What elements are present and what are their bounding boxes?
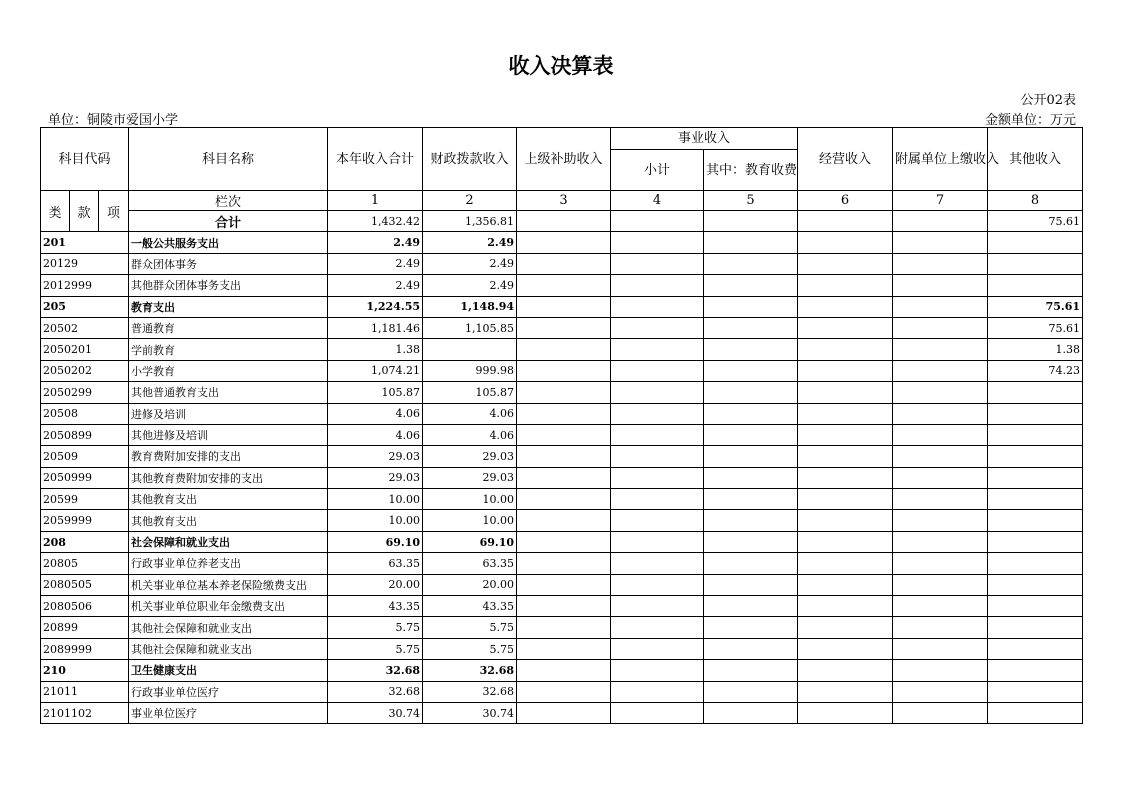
header-affiliated-income: 附属单位上缴收入 — [893, 128, 988, 191]
empty-cell — [611, 339, 704, 360]
subject-code-cell: 210 — [41, 660, 129, 681]
subject-name-cell: 卫生健康支出 — [129, 660, 328, 681]
subject-name-cell: 小学教育 — [129, 360, 328, 381]
total-income-cell: 105.87 — [328, 382, 423, 403]
column-number: 7 — [893, 191, 988, 211]
empty-cell — [798, 531, 893, 552]
other-income-cell — [988, 467, 1083, 488]
other-income-cell — [988, 574, 1083, 595]
total-income-cell: 5.75 — [328, 617, 423, 638]
empty-cell — [704, 489, 798, 510]
header-superior-subsidy: 上级补助收入 — [517, 128, 611, 191]
other-income-cell: 75.61 — [988, 317, 1083, 338]
empty-cell — [704, 510, 798, 531]
empty-cell — [517, 232, 611, 253]
empty-cell — [704, 617, 798, 638]
header-subtotal: 小计 — [611, 150, 704, 191]
subject-name-cell: 行政事业单位养老支出 — [129, 553, 328, 574]
total-income-cell: 32.68 — [328, 660, 423, 681]
empty-cell — [611, 296, 704, 317]
other-income-cell — [988, 681, 1083, 702]
total-income-cell: 10.00 — [328, 510, 423, 531]
table-row — [41, 489, 1083, 510]
total-income-cell: 4.06 — [328, 403, 423, 424]
empty-cell — [611, 446, 704, 467]
empty-cell — [798, 617, 893, 638]
other-income-cell — [988, 702, 1083, 723]
empty-cell — [517, 275, 611, 296]
fiscal-cell: 29.03 — [423, 467, 517, 488]
empty-cell — [517, 339, 611, 360]
empty-cell — [893, 296, 988, 317]
empty-cell — [611, 617, 704, 638]
empty-cell — [517, 360, 611, 381]
subject-name-cell: 进修及培训 — [129, 403, 328, 424]
other-income-cell: 1.38 — [988, 339, 1083, 360]
empty-cell — [893, 553, 988, 574]
empty-cell — [798, 211, 893, 232]
subject-code-cell: 20509 — [41, 446, 129, 467]
empty-cell — [704, 424, 798, 445]
subject-name-cell: 其他教育支出 — [129, 510, 328, 531]
empty-cell — [517, 681, 611, 702]
other-income-cell — [988, 553, 1083, 574]
empty-cell — [704, 574, 798, 595]
empty-cell — [893, 446, 988, 467]
empty-cell — [517, 660, 611, 681]
header-column-number: 栏次 — [129, 191, 328, 211]
header-lei: 类 — [41, 191, 70, 232]
empty-cell — [893, 596, 988, 617]
empty-cell — [798, 296, 893, 317]
empty-cell — [704, 360, 798, 381]
empty-cell — [893, 681, 988, 702]
empty-cell — [798, 275, 893, 296]
other-income-cell — [988, 617, 1083, 638]
other-income-cell — [988, 660, 1083, 681]
table-row — [41, 232, 1083, 253]
column-number: 8 — [988, 191, 1083, 211]
empty-cell — [893, 424, 988, 445]
column-number: 1 — [328, 191, 423, 211]
column-number: 2 — [423, 191, 517, 211]
empty-cell — [517, 317, 611, 338]
empty-cell — [798, 253, 893, 274]
table-row — [41, 638, 1083, 659]
total-income-cell: 1,432.42 — [328, 211, 423, 232]
fiscal-cell: 4.06 — [423, 403, 517, 424]
empty-cell — [704, 702, 798, 723]
fiscal-cell: 1,148.94 — [423, 296, 517, 317]
subject-code-cell: 201 — [41, 232, 129, 253]
fiscal-cell: 5.75 — [423, 617, 517, 638]
total-income-cell: 20.00 — [328, 574, 423, 595]
empty-cell — [893, 638, 988, 659]
empty-cell — [798, 424, 893, 445]
subject-name-cell: 行政事业单位医疗 — [129, 681, 328, 702]
empty-cell — [893, 360, 988, 381]
empty-cell — [704, 232, 798, 253]
total-income-cell: 1.38 — [328, 339, 423, 360]
subject-name-cell: 其他普通教育支出 — [129, 382, 328, 403]
empty-cell — [704, 403, 798, 424]
subject-code-cell: 20502 — [41, 317, 129, 338]
fiscal-cell — [423, 339, 517, 360]
empty-cell — [893, 382, 988, 403]
total-income-cell: 63.35 — [328, 553, 423, 574]
empty-cell — [611, 681, 704, 702]
empty-cell — [611, 489, 704, 510]
subject-code-cell: 20508 — [41, 403, 129, 424]
header-total-income: 本年收入合计 — [328, 128, 423, 191]
header-operating-income: 经营收入 — [798, 128, 893, 191]
total-income-cell: 1,181.46 — [328, 317, 423, 338]
subject-name-cell: 其他社会保障和就业支出 — [129, 638, 328, 659]
empty-cell — [893, 660, 988, 681]
empty-cell — [893, 702, 988, 723]
empty-cell — [893, 232, 988, 253]
total-income-cell: 2.49 — [328, 232, 423, 253]
empty-cell — [517, 253, 611, 274]
empty-cell — [611, 211, 704, 232]
empty-cell — [798, 553, 893, 574]
empty-cell — [893, 531, 988, 552]
total-income-cell: 2.49 — [328, 275, 423, 296]
subject-code-cell: 2012999 — [41, 275, 129, 296]
empty-cell — [798, 574, 893, 595]
total-income-cell: 43.35 — [328, 596, 423, 617]
table-row — [41, 617, 1083, 638]
total-income-cell: 5.75 — [328, 638, 423, 659]
empty-cell — [517, 424, 611, 445]
other-income-cell: 74.23 — [988, 360, 1083, 381]
empty-cell — [893, 403, 988, 424]
subject-name-cell: 其他社会保障和就业支出 — [129, 617, 328, 638]
header-xiang: 项 — [99, 191, 129, 232]
subject-name-cell: 机关事业单位职业年金缴费支出 — [129, 596, 328, 617]
income-final-accounts-table — [40, 127, 1083, 724]
fiscal-cell: 63.35 — [423, 553, 517, 574]
empty-cell — [798, 702, 893, 723]
fiscal-cell: 1,105.85 — [423, 317, 517, 338]
fiscal-cell: 43.35 — [423, 596, 517, 617]
total-income-cell: 29.03 — [328, 446, 423, 467]
table-row — [41, 702, 1083, 723]
empty-cell — [611, 531, 704, 552]
subject-code-cell: 2080505 — [41, 574, 129, 595]
empty-cell — [704, 211, 798, 232]
other-income-cell — [988, 382, 1083, 403]
other-income-cell — [988, 253, 1083, 274]
empty-cell — [798, 638, 893, 659]
empty-cell — [893, 275, 988, 296]
subject-name-cell: 学前教育 — [129, 339, 328, 360]
empty-cell — [517, 553, 611, 574]
empty-cell — [517, 211, 611, 232]
subject-name-cell: 普通教育 — [129, 317, 328, 338]
empty-cell — [798, 446, 893, 467]
other-income-cell — [988, 232, 1083, 253]
empty-cell — [517, 446, 611, 467]
fiscal-cell: 10.00 — [423, 510, 517, 531]
other-income-cell — [988, 403, 1083, 424]
header-fiscal-appropriation: 财政拨款收入 — [423, 128, 517, 191]
empty-cell — [517, 531, 611, 552]
header-other-income: 其他收入 — [988, 128, 1083, 191]
table-row — [41, 574, 1083, 595]
subject-name-cell: 其他进修及培训 — [129, 424, 328, 445]
subject-code-cell: 208 — [41, 531, 129, 552]
column-number: 3 — [517, 191, 611, 211]
table-row — [41, 253, 1083, 274]
empty-cell — [704, 382, 798, 403]
empty-cell — [704, 553, 798, 574]
empty-cell — [704, 317, 798, 338]
table-row — [41, 275, 1083, 296]
empty-cell — [893, 339, 988, 360]
empty-cell — [704, 660, 798, 681]
other-income-cell — [988, 275, 1083, 296]
subject-code-cell: 20599 — [41, 489, 129, 510]
other-income-cell — [988, 531, 1083, 552]
empty-cell — [611, 317, 704, 338]
empty-cell — [611, 253, 704, 274]
empty-cell — [611, 424, 704, 445]
other-income-cell — [988, 446, 1083, 467]
subject-name-cell: 其他群众团体事务支出 — [129, 275, 328, 296]
empty-cell — [893, 317, 988, 338]
table-row — [41, 339, 1083, 360]
table-row — [41, 424, 1083, 445]
other-income-cell — [988, 424, 1083, 445]
total-income-cell: 1,224.55 — [328, 296, 423, 317]
fiscal-cell: 10.00 — [423, 489, 517, 510]
empty-cell — [704, 275, 798, 296]
total-label: 合计 — [129, 211, 328, 232]
empty-cell — [704, 531, 798, 552]
total-income-cell: 2.49 — [328, 253, 423, 274]
unit-label: 单位：铜陵市爱国小学 — [48, 113, 179, 128]
empty-cell — [798, 360, 893, 381]
empty-cell — [611, 660, 704, 681]
subject-code-cell: 2050202 — [41, 360, 129, 381]
empty-cell — [704, 296, 798, 317]
subject-name-cell: 其他教育支出 — [129, 489, 328, 510]
subject-name-cell: 社会保障和就业支出 — [129, 531, 328, 552]
total-row — [41, 211, 1083, 232]
total-income-cell: 1,074.21 — [328, 360, 423, 381]
subject-name-cell: 其他教育费附加安排的支出 — [129, 467, 328, 488]
empty-cell — [704, 596, 798, 617]
empty-cell — [611, 553, 704, 574]
empty-cell — [611, 596, 704, 617]
other-income-cell — [988, 510, 1083, 531]
empty-cell — [517, 596, 611, 617]
total-income-cell: 30.74 — [328, 702, 423, 723]
other-income-cell: 75.61 — [988, 296, 1083, 317]
empty-cell — [798, 467, 893, 488]
table-row — [41, 510, 1083, 531]
empty-cell — [798, 510, 893, 531]
table-row — [41, 317, 1083, 338]
total-income-cell: 4.06 — [328, 424, 423, 445]
subject-code-cell: 205 — [41, 296, 129, 317]
fiscal-cell: 105.87 — [423, 382, 517, 403]
empty-cell — [704, 446, 798, 467]
fiscal-cell: 69.10 — [423, 531, 517, 552]
subject-name-cell: 群众团体事务 — [129, 253, 328, 274]
empty-cell — [517, 403, 611, 424]
empty-cell — [704, 339, 798, 360]
column-number: 6 — [798, 191, 893, 211]
table-row — [41, 360, 1083, 381]
subject-code-cell: 2050899 — [41, 424, 129, 445]
subject-code-cell: 2080506 — [41, 596, 129, 617]
header-business-income: 事业收入 — [611, 128, 798, 150]
report-title: 收入决算表 — [508, 54, 614, 78]
empty-cell — [893, 510, 988, 531]
empty-cell — [704, 638, 798, 659]
empty-cell — [517, 489, 611, 510]
empty-cell — [798, 681, 893, 702]
subject-code-cell: 20805 — [41, 553, 129, 574]
fiscal-cell: 5.75 — [423, 638, 517, 659]
header-education-fee: 其中：教育收费 — [704, 150, 798, 191]
header-subject-code: 科目代码 — [41, 128, 129, 191]
empty-cell — [611, 382, 704, 403]
subject-name-cell: 机关事业单位基本养老保险缴费支出 — [129, 574, 328, 595]
subject-name-cell: 一般公共服务支出 — [129, 232, 328, 253]
empty-cell — [893, 489, 988, 510]
table-row — [41, 681, 1083, 702]
empty-cell — [893, 467, 988, 488]
table-row — [41, 660, 1083, 681]
subject-code-cell: 2101102 — [41, 702, 129, 723]
fiscal-cell: 32.68 — [423, 660, 517, 681]
empty-cell — [893, 574, 988, 595]
subject-code-cell: 20899 — [41, 617, 129, 638]
empty-cell — [517, 638, 611, 659]
empty-cell — [611, 275, 704, 296]
subject-code-cell: 2050999 — [41, 467, 129, 488]
table-row — [41, 467, 1083, 488]
column-number: 4 — [611, 191, 704, 211]
total-income-cell: 10.00 — [328, 489, 423, 510]
empty-cell — [893, 253, 988, 274]
empty-cell — [893, 211, 988, 232]
table-row — [41, 382, 1083, 403]
empty-cell — [517, 467, 611, 488]
fiscal-cell: 2.49 — [423, 232, 517, 253]
empty-cell — [704, 253, 798, 274]
header-kuan: 款 — [70, 191, 99, 232]
empty-cell — [611, 360, 704, 381]
empty-cell — [611, 232, 704, 253]
subject-name-cell: 事业单位医疗 — [129, 702, 328, 723]
table-row — [41, 553, 1083, 574]
total-income-cell: 32.68 — [328, 681, 423, 702]
empty-cell — [798, 489, 893, 510]
fiscal-cell: 999.98 — [423, 360, 517, 381]
fiscal-cell: 30.74 — [423, 702, 517, 723]
fiscal-cell: 29.03 — [423, 446, 517, 467]
empty-cell — [517, 296, 611, 317]
other-income-cell — [988, 489, 1083, 510]
table-row — [41, 531, 1083, 552]
subject-code-cell: 20129 — [41, 253, 129, 274]
fiscal-cell: 20.00 — [423, 574, 517, 595]
empty-cell — [611, 467, 704, 488]
subject-code-cell: 2089999 — [41, 638, 129, 659]
empty-cell — [798, 339, 893, 360]
fiscal-cell: 4.06 — [423, 424, 517, 445]
total-fiscal-cell: 1,356.81 — [423, 211, 517, 232]
subject-name-cell: 教育支出 — [129, 296, 328, 317]
table-row — [41, 403, 1083, 424]
money-unit-label: 金额单位：万元 — [984, 113, 1076, 128]
empty-cell — [517, 510, 611, 531]
header-subject-name: 科目名称 — [129, 128, 328, 191]
subject-name-cell: 教育费附加安排的支出 — [129, 446, 328, 467]
empty-cell — [517, 574, 611, 595]
total-other-cell: 75.61 — [988, 211, 1083, 232]
total-income-cell: 69.10 — [328, 531, 423, 552]
empty-cell — [798, 382, 893, 403]
empty-cell — [611, 403, 704, 424]
table-row — [41, 296, 1083, 317]
fiscal-cell: 2.49 — [423, 253, 517, 274]
subject-code-cell: 2059999 — [41, 510, 129, 531]
total-income-cell: 29.03 — [328, 467, 423, 488]
table-row — [41, 446, 1083, 467]
fiscal-cell: 2.49 — [423, 275, 517, 296]
other-income-cell — [988, 596, 1083, 617]
subject-code-cell: 2050299 — [41, 382, 129, 403]
empty-cell — [798, 660, 893, 681]
form-number: 公开02表 — [1020, 93, 1076, 108]
empty-cell — [611, 702, 704, 723]
empty-cell — [517, 617, 611, 638]
empty-cell — [704, 681, 798, 702]
empty-cell — [611, 510, 704, 531]
column-number: 5 — [704, 191, 798, 211]
empty-cell — [517, 702, 611, 723]
empty-cell — [798, 232, 893, 253]
empty-cell — [893, 617, 988, 638]
empty-cell — [611, 574, 704, 595]
empty-cell — [798, 403, 893, 424]
other-income-cell — [988, 638, 1083, 659]
empty-cell — [517, 382, 611, 403]
empty-cell — [704, 467, 798, 488]
empty-cell — [798, 317, 893, 338]
empty-cell — [798, 596, 893, 617]
table-row — [41, 596, 1083, 617]
empty-cell — [611, 638, 704, 659]
subject-code-cell: 2050201 — [41, 339, 129, 360]
fiscal-cell: 32.68 — [423, 681, 517, 702]
subject-code-cell: 21011 — [41, 681, 129, 702]
